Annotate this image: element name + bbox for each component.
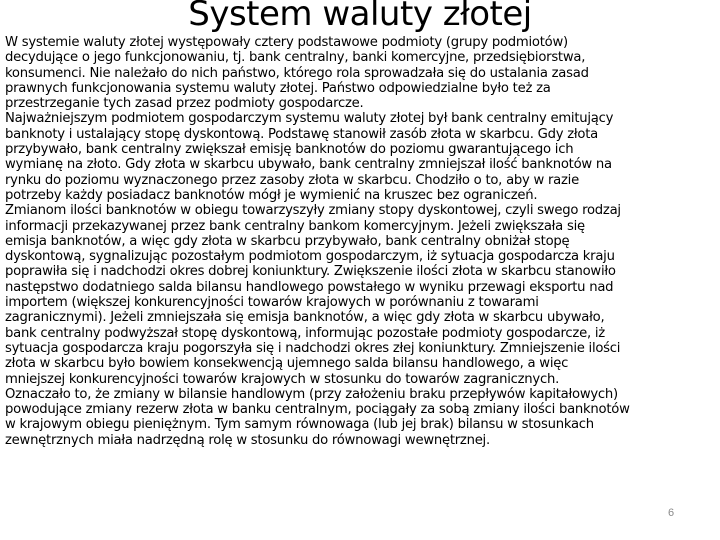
body-line: w krajowym obiegu pieniężnym. Tym samym równowaga (lub jej brak) bilansu w stosunkach — [5, 417, 594, 433]
body-line: zagranicznymi). Jeżeli zmniejszała się emisja banknotów, a więc gdy złota w skarbcu ubywało, — [5, 310, 605, 326]
body-line: emisja banknotów, a więc gdy złota w skarbcu przybywało, bank centralny obniżał stopę — [5, 233, 570, 249]
slide-title: System waluty złotej — [188, 0, 532, 34]
body-line: rynku do poziomu wyznaczonego przez zasoby złota w skarbcu. Chodziło o to, aby w razie — [5, 172, 579, 188]
slide-body — [5, 35, 720, 448]
body-line: złota w skarbcu było bowiem konsekwencją ujemnego salda bilansu handlowego, a więc — [5, 356, 569, 372]
body-line: następstwo dodatniego salda bilansu handlowego powstałego w wyniku przewagi eksportu nad — [5, 279, 614, 295]
body-line: powodujące zmiany rezerw złota w banku centralnym, pociągały za sobą zmiany ilości banknotów — [5, 402, 630, 418]
body-line: prawnych funkcjonowania systemu waluty złotej. Państwo odpowiedzialne było też za — [5, 80, 551, 96]
body-line: przestrzeganie tych zasad przez podmioty gospodarcze. — [5, 96, 364, 112]
body-line: W systemie waluty złotej występowały cztery podstawowe podmioty (grupy podmiotów) — [5, 35, 568, 50]
body-line: Zmianom ilości banknotów w obiegu towarzyszyły zmiany stopy dyskontowej, czyli swego rodzaj — [5, 203, 621, 219]
body-line: mniejszej konkurencyjności towarów krajowych w stosunku do towarów zagranicznych. — [5, 371, 560, 387]
body-line: dyskontową, sygnalizując pozostałym podmiotom gospodarczym, iż sytuacja gospodarcza kraju — [5, 249, 615, 265]
body-line: przybywało, bank centralny zwiększał emisję banknotów do poziomu gwarantującego ich — [5, 142, 574, 158]
body-line: zewnętrznych miała nadrzędną rolę w stosunku do równowagi wewnętrznej. — [5, 432, 490, 448]
page-number: 6 — [668, 507, 675, 519]
body-line: informacji przekazywanej przez bank centralny bankom komercyjnym. Jeżeli zwiększała się — [5, 218, 585, 234]
body-line: Oznaczało to, że zmiany w bilansie handlowym (przy założeniu braku przepływów kapitałowych) — [5, 386, 618, 402]
body-line: sytuacja gospodarcza kraju pogorszyła się i nadchodzi okres złej koniunktury. Zmniejszenie ilości — [5, 340, 621, 356]
body-line: konsumenci. Nie należało do nich państwo, którego rola sprowadzała się do ustalania zasad — [5, 65, 589, 81]
body-line: decydujące o jego funkcjonowaniu, tj. bank centralny, banki komercyjne, przedsiębiorstwa, — [5, 50, 586, 66]
body-line: banknoty i ustalający stopę dyskontową. Podstawę stanowił zasób złota w skarbcu. Gdy złota — [5, 126, 598, 142]
body-line: wymianę na złoto. Gdy złota w skarbcu ubywało, bank centralny zmniejszał ilość banknotów na — [5, 157, 612, 173]
body-line: potrzeby każdy posiadacz banknotów mógł je wymienić na kruszec bez ograniczeń. — [5, 187, 538, 203]
body-line: importem (większej konkurencyjności towarów krajowych w porównaniu z towarami — [5, 295, 539, 311]
body-line: Najważniejszym podmiotem gospodarczym systemu waluty złotej był bank centralny emitujący — [5, 111, 614, 127]
body-line: bank centralny podwyższał stopę dyskontową, informując pozostałe podmioty gospodarcze, iż — [5, 325, 605, 341]
body-line: poprawiła się i nadchodzi okres dobrej koniunktury. Zwiększenie ilości złota w skarbcu stanowiło — [5, 264, 616, 280]
